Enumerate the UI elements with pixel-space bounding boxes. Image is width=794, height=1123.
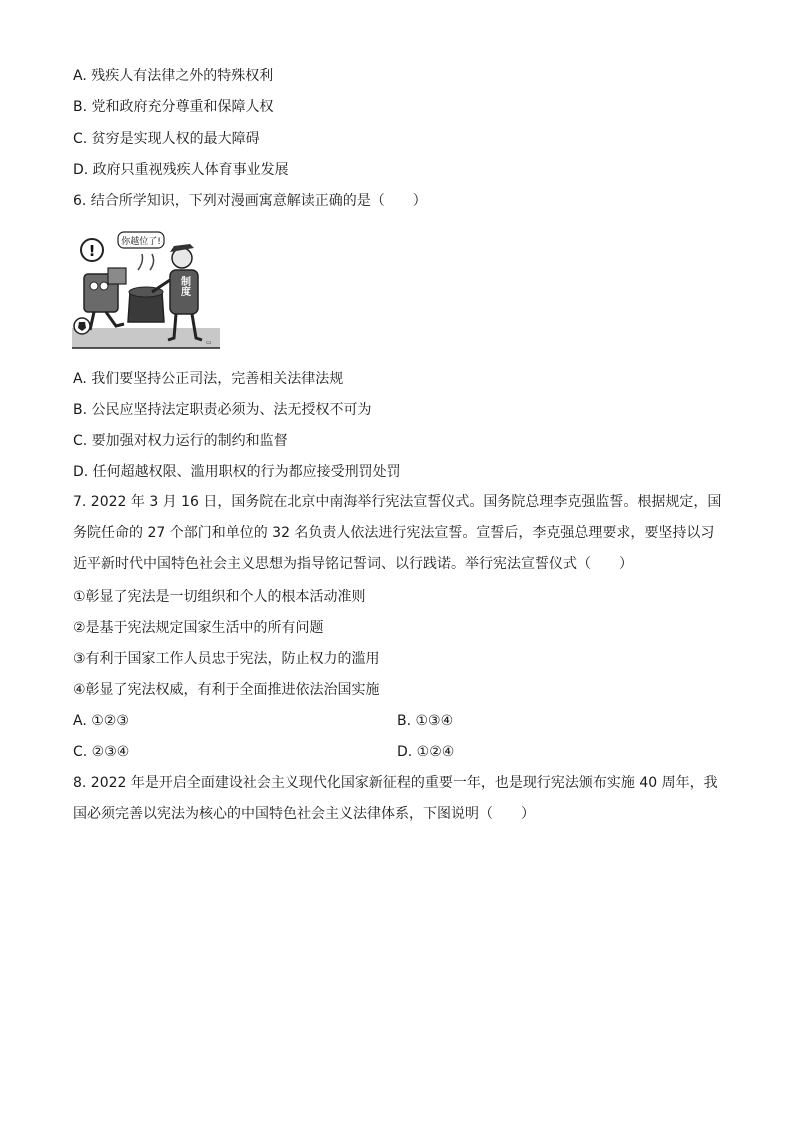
exclaim-text: ! bbox=[88, 242, 96, 260]
q8-stem: 8. 2022 年是开启全面建设社会主义现代化国家新征程的重要一年，也是现行宪法颁布实施 40 周年，我国必须完善以宪法为核心的中国特色社会主义法律体系，下图说明（ ） bbox=[73, 775, 718, 822]
q7-statement-2: ②是基于宪法规定国家生活中的所有问题 bbox=[73, 620, 324, 636]
shirt-text: 制度 bbox=[178, 276, 190, 296]
q6-option-a: A. 我们要坚持公正司法，完善相关法律法规 bbox=[73, 371, 344, 387]
q5-option-c: C. 贫穷是实现人权的最大障碍 bbox=[73, 131, 260, 147]
q7-statement-1: ①彰显了宪法是一切组织和个人的根本活动准则 bbox=[73, 589, 366, 605]
q7-option-b: B. ①③④ bbox=[397, 713, 454, 729]
q7-statement-3: ③有利于国家工作人员忠于宪法，防止权力的滥用 bbox=[73, 651, 380, 667]
svg-text:▭: ▭ bbox=[206, 339, 212, 346]
q7-stem: 7. 2022 年 3 月 16 日，国务院在北京中南海举行宪法宣誓仪式。国务院总理李克强监誓。根据规定，国务院任命的 27 个部门和单位的 32 名负责人依法进行宪法宣誓。宣誓后，李克强总理要求，要坚持以习近平新时代中国特色社会主义思想为指导铭记誓词、以行践诺。举行宪法宣誓仪式（ ） bbox=[73, 494, 722, 572]
q6-option-d: D. 任何超越权限、滥用职权的行为都应接受刑罚处罚 bbox=[73, 464, 401, 480]
q7-option-d: D. ①②④ bbox=[397, 744, 455, 760]
speech-bubble-text: 你越位了! bbox=[121, 237, 161, 247]
q7-option-a: A. ①②③ bbox=[73, 713, 129, 729]
q6-stem: 6. 结合所学知识，下列对漫画寓意解读正确的是（ ） bbox=[73, 193, 427, 209]
q6-option-c: C. 要加强对权力运行的制约和监督 bbox=[73, 433, 288, 449]
q7-statement-4: ④彰显了宪法权威，有利于全面推进依法治国实施 bbox=[73, 682, 380, 698]
q5-option-d: D. 政府只重视残疾人体育事业发展 bbox=[73, 162, 289, 178]
q5-option-a: A. 残疾人有法律之外的特殊权利 bbox=[73, 68, 274, 84]
q6-cartoon-image bbox=[72, 226, 220, 352]
q5-option-b: B. 党和政府充分尊重和保障人权 bbox=[73, 99, 274, 115]
q7-option-c: C. ②③④ bbox=[73, 744, 130, 760]
q6-option-b: B. 公民应坚持法定职责必须为、法无授权不可为 bbox=[73, 402, 372, 418]
